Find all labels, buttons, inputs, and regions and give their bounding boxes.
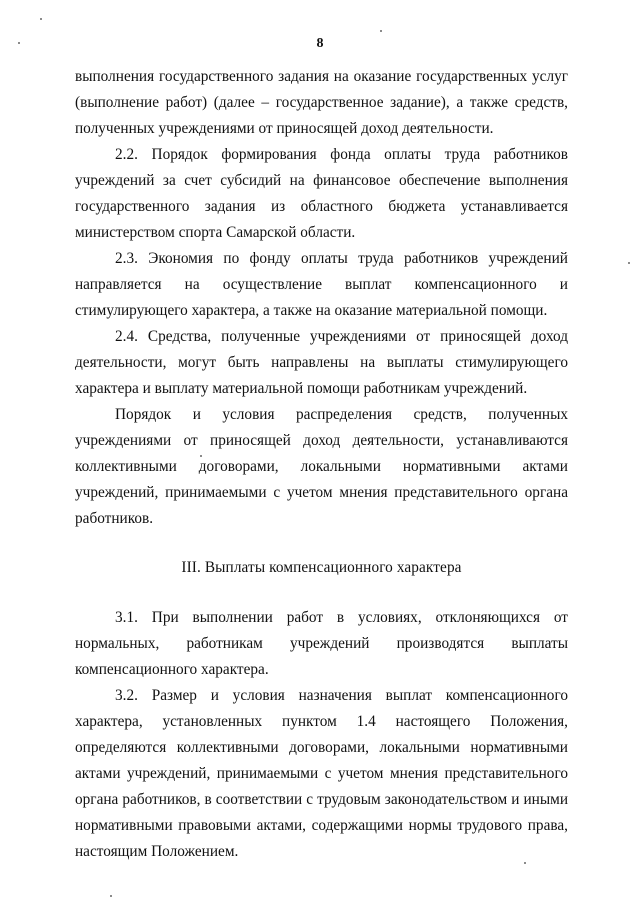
scan-speck: [110, 895, 112, 897]
scan-speck: [380, 30, 382, 32]
scan-speck: [40, 18, 42, 20]
page-number: 8: [316, 36, 324, 51]
scan-speck: [524, 862, 526, 864]
section-heading: III. Выплаты компенсационного характера: [181, 559, 462, 576]
paragraph-3-1: 3.1. При выполнении работ в условиях, отклоняющихся от нормальных, работникам учреждений производятся выплаты компенсационного характера.: [75, 609, 568, 678]
page-body: [75, 64, 568, 865]
paragraph-distribution-order: Порядок и условия распределения средств, полученных учреждениями от приносящей доход деятельности, устанавливаются коллективными договорами, локальными нормативными актами учреждений, принимаемыми с учетом мнения представительного органа работников.: [75, 406, 568, 527]
scan-speck: [628, 262, 630, 264]
paragraph-continuation: выполнения государственного задания на оказание государственных услуг (выполнение работ) (далее – государственное задание), а также средств, полученных учреждениями от приносящей доход деятельности.: [75, 68, 568, 137]
paragraph-3-2: 3.2. Размер и условия назначения выплат компенсационного характера, установленных пунктом 1.4 настоящего Положения, определяются коллективными договорами, локальными нормативными актами учреждений, принимаемыми с учетом мнения представительного органа работников, в соответствии с трудовым законодательством и иными нормативными правовыми актами, содержащими нормы трудового права, настоящим Положением.: [75, 687, 568, 860]
paragraph-2-2: 2.2. Порядок формирования фонда оплаты труда работников учреждений за счет субсидий на финансовое обеспечение выполнения государственного задания из областного бюджета устанавливается министерством спорта Самарской области.: [75, 146, 568, 241]
scan-speck: [200, 455, 202, 457]
paragraph-2-4: 2.4. Средства, полученные учреждениями от приносящей доход деятельности, могут быть направлены на выплаты стимулирующего характера и выплату материальной помощи работникам учреждений.: [75, 328, 568, 397]
paragraph-2-3: 2.3. Экономия по фонду оплаты труда работников учреждений направляется на осуществление выплат компенсационного и стимулирующего характера, а также на оказание материальной помощи.: [75, 250, 568, 319]
scan-speck: [18, 42, 20, 44]
